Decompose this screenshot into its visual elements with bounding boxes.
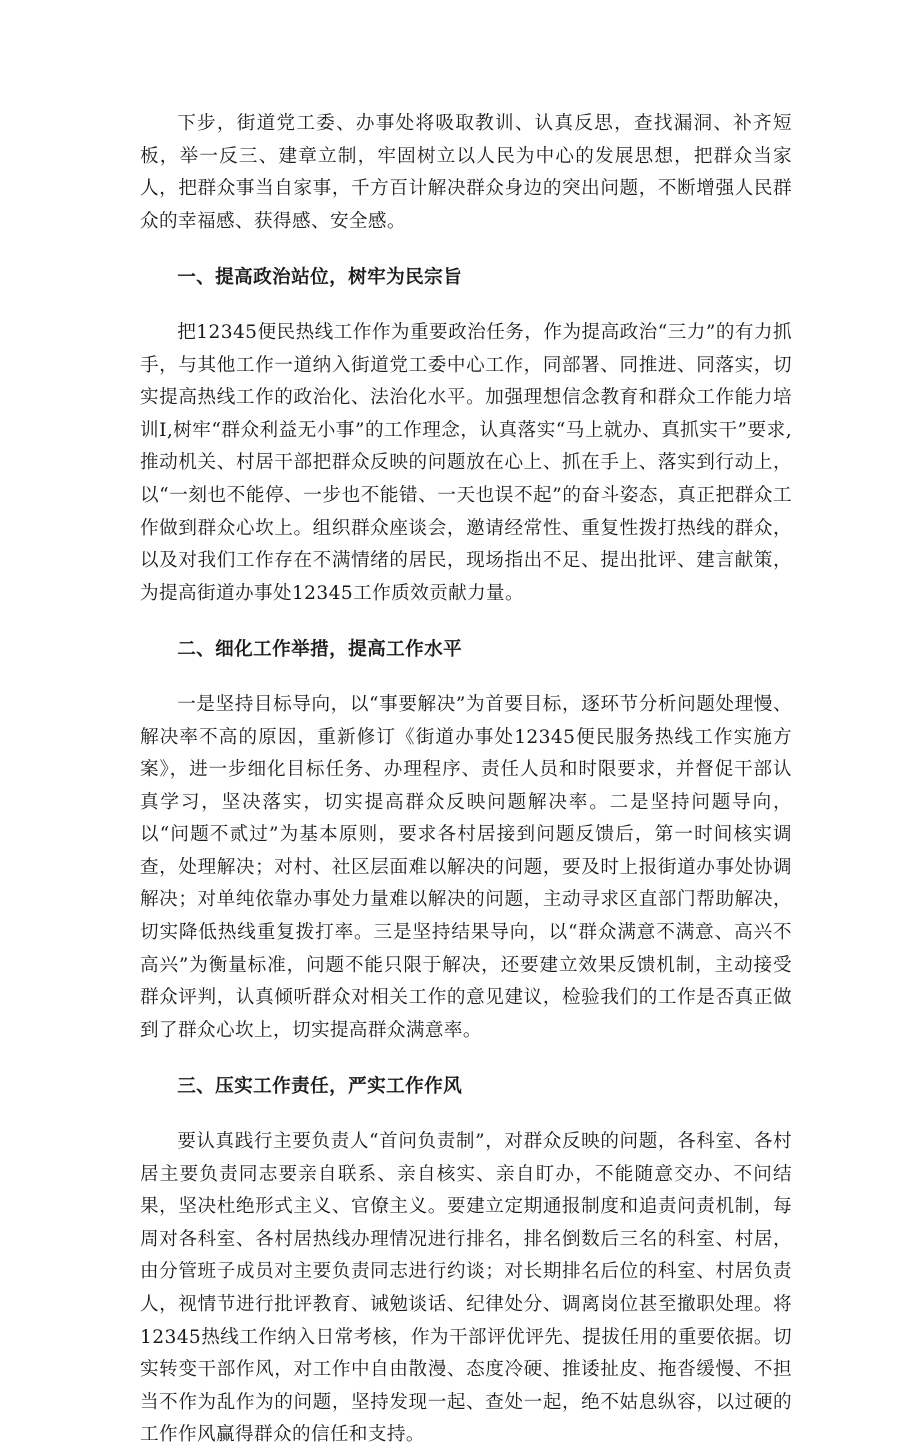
- section-1-heading: 一、提高政治站位，树牢为民宗旨: [177, 267, 463, 289]
- section-2-body: 一是坚持目标导向，以“事要解决”为首要目标，逐环节分析问题处理慢、解决率不高的原因，重新修订《街道办事处12345便民服务热线工作实施方案》，进一步细化目标任务、办理程序、责任人员和时限要求，并督促干部认真学习，坚决落实，切实提高群众反映问题解决率。二是坚持问题导向，以“问题不贰过”为基本原则，要求各村居接到问题反馈后，第一时间核实调查，处理解决；对村、社区层面难以解决的问题，要及时上报街道办事处协调解决；对单纯依靠办事处力量难以解决的问题，主动寻求区直部门帮助解决，切实降低热线重复拨打率。三是坚持结果导向，以“群众满意不满意、高兴不高兴”为衡量标准，问题不能只限于解决，还要建立效果反馈机制，主动接受群众评判，认真倾听群众对相关工作的意见建议，检验我们的工作是否真正做到了群众心坎上，切实提高群众满意率。: [140, 693, 792, 1041]
- section-1-body: 把12345便民热线工作作为重要政治任务，作为提高政治“三力”的有力抓手，与其他工作一道纳入街道党工委中心工作，同部署、同推进、同落实，切实提高热线工作的政治化、法治化水平。加强理想信念教育和群众工作能力培训I,树牢“群众利益无小事”的工作理念，认真落实“马上就办、真抓实干”要求,推动机关、村居干部把群众反映的问题放在心上、抓在手上、落实到行动上，以“一刻也不能停、一步也不能错、一天也误不起”的奋斗姿态，真正把群众工作做到群众心坎上。组织群众座谈会，邀请经常性、重复性拨打热线的群众，以及对我们工作存在不满情绪的居民，现场指出不足、提出批评、建言献策，为提高街道办事处12345工作质效贡献力量。: [140, 321, 792, 604]
- section-3-heading: 三、压实工作责任，严实工作作风: [177, 1076, 463, 1098]
- section-3-body: 要认真践行主要负责人“首问负责制”，对群众反映的问题，各科室、各村居主要负责同志要亲自联系、亲自核实、亲自盯办，不能随意交办、不问结果，坚决杜绝形式主义、官僚主义。要建立定期通报制度和追责问责机制，每周对各科室、各村居热线办理情况进行排名，排名倒数后三名的科室、村居，由分管班子成员对主要负责同志进行约谈；对长期排名后位的科室、村居负责人，视情节进行批评教育、诫勉谈话、纪律处分、调离岗位甚至撤职处理。将12345热线工作纳入日常考核，作为干部评优评先、提拔任用的重要依据。切实转变干部作风，对工作中自由散漫、态度冷硬、推诿扯皮、拖沓缓慢、不担当不作为乱作为的问题，坚持发现一起、查处一起，绝不姑息纵容，以过硬的工作作风赢得群众的信任和支持。: [140, 1131, 792, 1446]
- section-2-heading: 二、细化工作举措，提高工作水平: [177, 639, 463, 661]
- intro-paragraph: 下步，街道党工委、办事处将吸取教训、认真反思，查找漏洞、补齐短板，举一反三、建章立制，牢固树立以人民为中心的发展思想，把群众当家人，把群众事当自家事，千方百计解决群众身边的突出问题，不断增强人民群众的幸福感、获得感、安全感。: [140, 113, 792, 232]
- document-page: [140, 108, 792, 1452]
